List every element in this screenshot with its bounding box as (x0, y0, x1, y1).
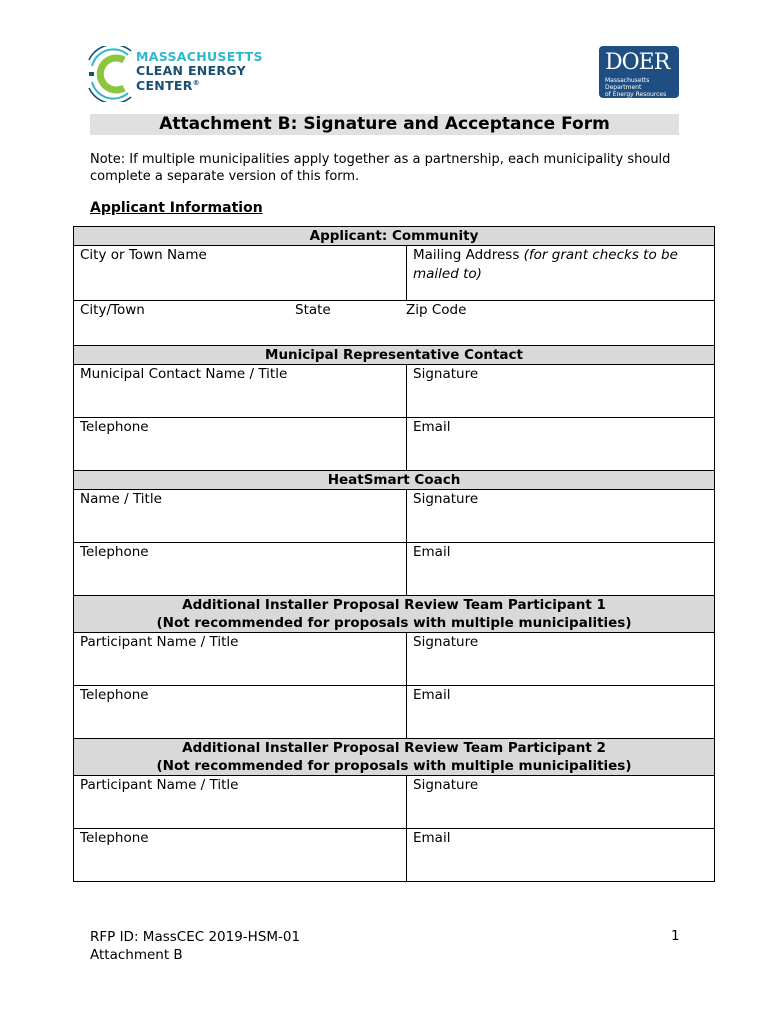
participant2-signature-label: Signature (413, 777, 479, 793)
city-name-field[interactable] (74, 246, 407, 301)
city-name-label: City or Town Name (80, 247, 207, 263)
mailing-note: (for grant checks to be mailed to) (413, 247, 678, 282)
participant1-name-field[interactable] (74, 633, 407, 686)
participant2-name-label: Participant Name / Title (80, 777, 239, 793)
participant1-header (74, 596, 715, 633)
municipal-telephone-label: Telephone (80, 419, 149, 435)
participant2-telephone-label: Telephone (80, 830, 149, 846)
coach-name-field[interactable] (74, 490, 407, 543)
mcec-line3: CENTER (136, 78, 193, 94)
participant2-subtitle: (Not recommended for proposals with multiple municipalities) (156, 758, 632, 774)
municipal-header: Municipal Representative Contact (74, 346, 715, 365)
municipal-name-field[interactable] (74, 365, 407, 418)
doer-line2: of Energy Resources (605, 91, 667, 98)
participant1-telephone-label: Telephone (80, 687, 149, 703)
mcec-line1: MASSACHUSETTS (136, 49, 263, 64)
participant1-title: Additional Installer Proposal Review Team Participant 1 (182, 597, 606, 613)
municipal-email-field[interactable] (407, 418, 715, 471)
city-state-zip-field[interactable] (74, 301, 714, 345)
municipal-signature-label: Signature (413, 366, 479, 382)
masscec-c-mark-icon (88, 46, 134, 102)
city-town-label: City/Town (80, 302, 145, 318)
participant1-telephone-field[interactable] (74, 686, 407, 739)
participant2-signature-field[interactable] (407, 776, 715, 829)
page-number: 1 (671, 928, 680, 944)
page-title: Attachment B: Signature and Acceptance Form (90, 114, 679, 135)
mcec-line2: CLEAN ENERGY (136, 62, 246, 78)
coach-telephone-field[interactable] (74, 543, 407, 596)
zip-code-label: Zip Code (406, 302, 467, 318)
coach-signature-label: Signature (413, 491, 479, 507)
masscec-logo (88, 46, 268, 102)
coach-telephone-label: Telephone (80, 544, 149, 560)
state-label: State (295, 302, 331, 318)
participant1-subtitle: (Not recommended for proposals with multiple municipalities) (156, 615, 632, 631)
participant2-email-label: Email (413, 830, 451, 846)
participant1-email-label: Email (413, 687, 451, 703)
footer-attachment: Attachment B (90, 947, 183, 963)
doer-mark: DOER (605, 50, 670, 75)
participant1-email-field[interactable] (407, 686, 715, 739)
coach-header: HeatSmart Coach (74, 471, 715, 490)
participant2-header (74, 739, 715, 776)
doer-logo (599, 46, 679, 98)
participant2-name-field[interactable] (74, 776, 407, 829)
municipal-name-label: Municipal Contact Name / Title (80, 366, 288, 382)
coach-email-label: Email (413, 544, 451, 560)
doer-line1: Massachusetts Department (605, 77, 650, 91)
applicant-form-table (73, 226, 715, 882)
mailing-label: Mailing Address (413, 247, 524, 263)
partnership-note: Note: If multiple municipalities apply together as a partnership, each municipality should complete a separate version of this form. (90, 152, 671, 184)
participant1-name-label: Participant Name / Title (80, 634, 239, 650)
mcec-reg: ® (192, 79, 200, 87)
community-header: Applicant: Community (74, 227, 715, 246)
section-heading: Applicant Information (90, 200, 263, 216)
municipal-email-label: Email (413, 419, 451, 435)
mailing-address-field[interactable] (407, 246, 715, 301)
municipal-signature-field[interactable] (407, 365, 715, 418)
coach-name-label: Name / Title (80, 491, 162, 507)
coach-email-field[interactable] (407, 543, 715, 596)
participant2-telephone-field[interactable] (74, 829, 407, 882)
participant1-signature-label: Signature (413, 634, 479, 650)
participant2-email-field[interactable] (407, 829, 715, 882)
participant1-signature-field[interactable] (407, 633, 715, 686)
footer-left (90, 928, 300, 964)
coach-signature-field[interactable] (407, 490, 715, 543)
footer-rfp-id: RFP ID: MassCEC 2019-HSM-01 (90, 929, 301, 945)
municipal-telephone-field[interactable] (74, 418, 407, 471)
participant2-title: Additional Installer Proposal Review Team Participant 2 (182, 740, 606, 756)
